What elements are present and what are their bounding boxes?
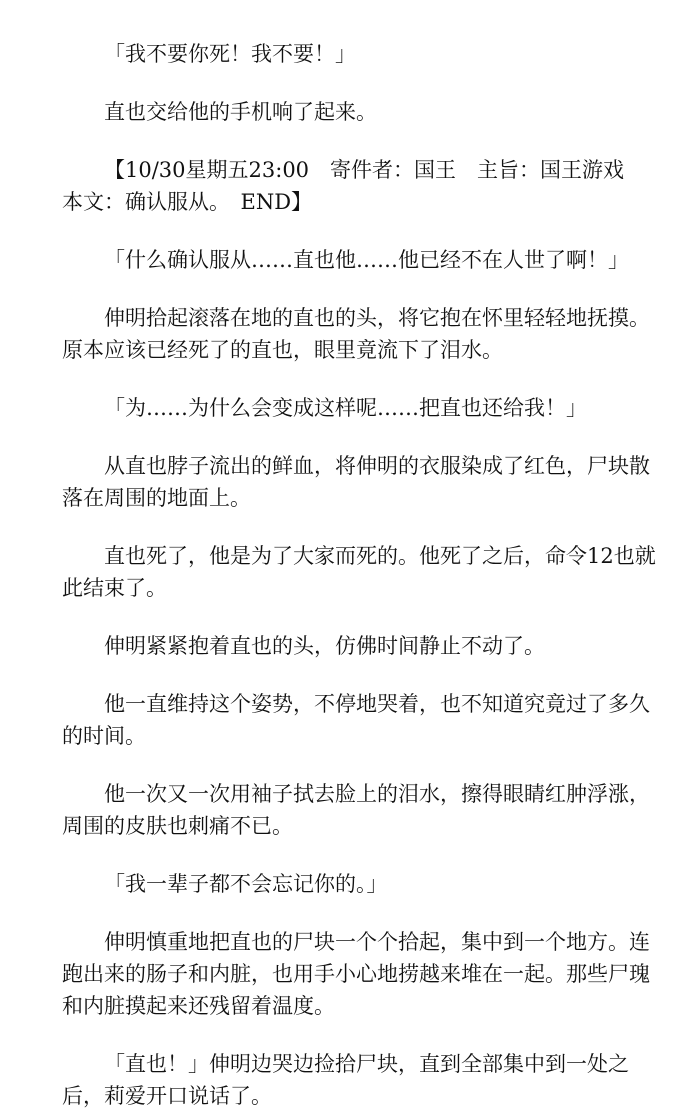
paragraph-6: 「为……为什么会变成这样呢……把直也还给我！」 xyxy=(104,396,587,420)
paragraph-1: 「我不要你死！我不要！」 xyxy=(104,42,356,66)
paragraph-13: 伸明慎重地把直也的尸块一个个拾起，集中到一个地方。连跑出来的肠子和内脏，也用手小心地捞越来堆在一起。那些尸瑰和内脏摸起来还残留着温度。 xyxy=(62,930,650,1018)
paragraph-2: 直也交给他的手机响了起来。 xyxy=(104,100,377,124)
paragraph-4: 「什么确认服从……直也他……他已经不在人世了啊！」 xyxy=(104,248,629,272)
paragraph-7: 从直也脖子流出的鲜血，将伸明的衣服染成了红色，尸块散落在周围的地面上。 xyxy=(62,454,650,510)
paragraph-8: 直也死了，他是为了大家而死的。他死了之后，命令12也就此结束了。 xyxy=(62,544,656,600)
paragraph-14: 「直也！」伸明边哭边捡拾尸块，直到全部集中到一处之后，莉爱开口说话了。 xyxy=(62,1052,629,1108)
paragraph-3: 【10/30星期五23:00 寄件者：国王 主旨：国王游戏 本文：确认服从。 END】 xyxy=(62,158,646,214)
paragraph-12: 「我一辈子都不会忘记你的。」 xyxy=(104,872,388,896)
paragraph-11: 他一次又一次用袖子拭去脸上的泪水，擦得眼睛红肿浮涨，周围的皮肤也刺痛不已。 xyxy=(62,782,650,838)
paragraph-5: 伸明拾起滚落在地的直也的头，将它抱在怀里轻轻地抚摸。原本应该已经死了的直也，眼里竟流下了泪水。 xyxy=(62,306,650,362)
paragraph-9: 伸明紧紧抱着直也的头，仿佛时间静止不动了。 xyxy=(104,634,545,658)
paragraph-10: 他一直维持这个姿势，不停地哭着，也不知道究竟过了多久的时间。 xyxy=(62,692,650,748)
